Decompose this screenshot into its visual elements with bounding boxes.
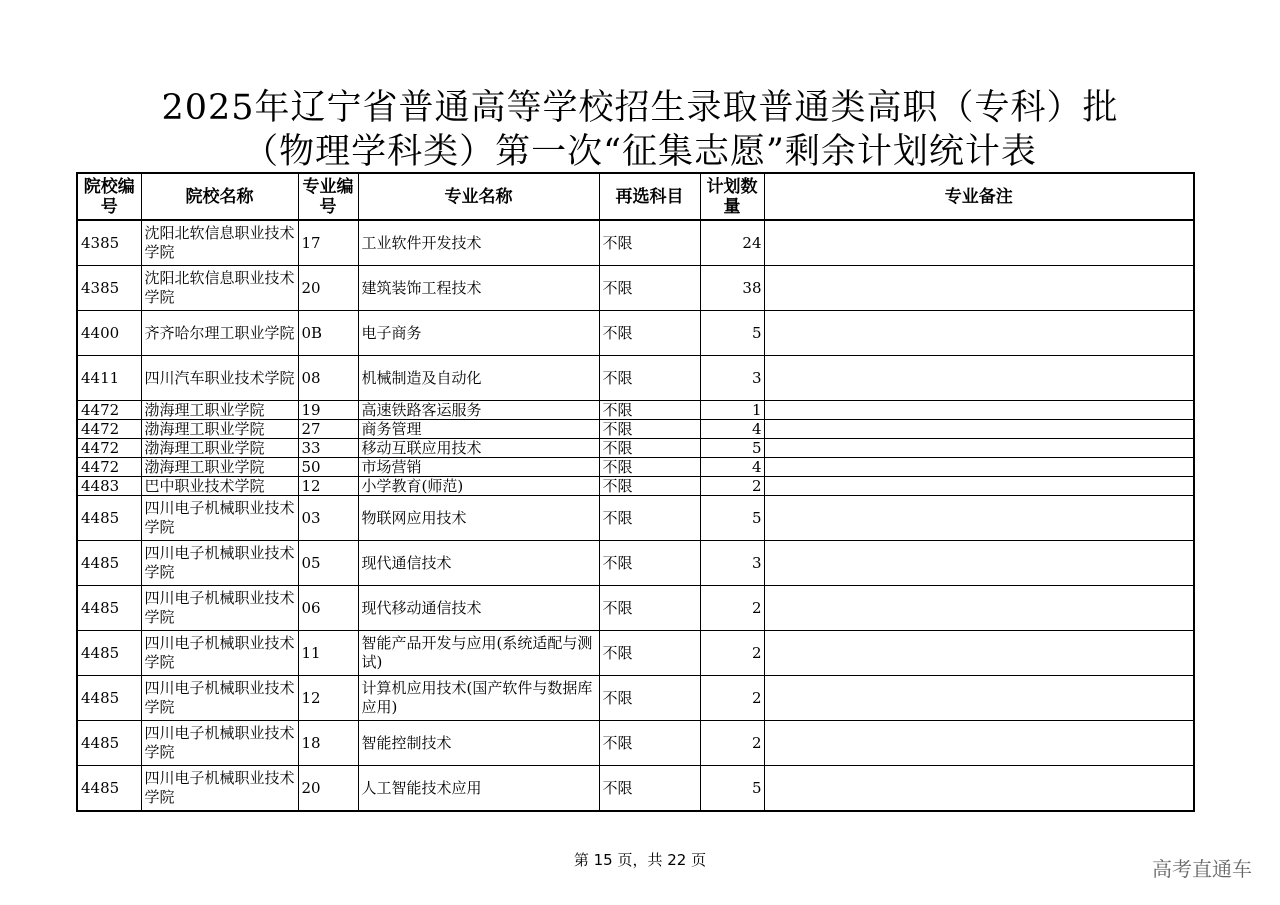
page-footer: 第 15 页，共 22 页 xyxy=(573,851,707,869)
cell-major-code: 08 xyxy=(298,356,358,401)
cell-major-code: 27 xyxy=(298,420,358,439)
table-row xyxy=(77,220,1194,266)
cell-plan: 2 xyxy=(700,631,764,676)
cell-remark xyxy=(764,496,1194,541)
header-remark: 专业备注 xyxy=(764,173,1194,220)
cell-school-name: 四川电子机械职业技术学院 xyxy=(141,541,298,586)
header-major-code: 专业编号 xyxy=(298,173,358,220)
table-body xyxy=(77,220,1194,811)
cell-major-name: 现代移动通信技术 xyxy=(358,586,599,631)
cell-subject: 不限 xyxy=(599,220,700,266)
cell-school-code: 4485 xyxy=(77,586,141,631)
cell-remark xyxy=(764,676,1194,721)
cell-major-name: 商务管理 xyxy=(358,420,599,439)
cell-school-name: 四川电子机械职业技术学院 xyxy=(141,496,298,541)
cell-plan: 4 xyxy=(700,420,764,439)
table-row xyxy=(77,676,1194,721)
cell-major-code: 17 xyxy=(298,220,358,266)
cell-plan: 38 xyxy=(700,266,764,311)
cell-school-name: 渤海理工职业学院 xyxy=(141,420,298,439)
cell-school-name: 四川电子机械职业技术学院 xyxy=(141,721,298,766)
cell-school-code: 4472 xyxy=(77,458,141,477)
table-row xyxy=(77,721,1194,766)
cell-subject: 不限 xyxy=(599,586,700,631)
table-row xyxy=(77,496,1194,541)
cell-subject: 不限 xyxy=(599,631,700,676)
cell-major-code: 03 xyxy=(298,496,358,541)
cell-major-name: 物联网应用技术 xyxy=(358,496,599,541)
cell-school-code: 4472 xyxy=(77,439,141,458)
cell-major-name: 建筑装饰工程技术 xyxy=(358,266,599,311)
cell-subject: 不限 xyxy=(599,439,700,458)
table-row xyxy=(77,439,1194,458)
header-subject: 再选科目 xyxy=(599,173,700,220)
cell-school-name: 四川电子机械职业技术学院 xyxy=(141,586,298,631)
cell-remark xyxy=(764,631,1194,676)
cell-remark xyxy=(764,401,1194,420)
table-row xyxy=(77,541,1194,586)
cell-school-code: 4483 xyxy=(77,477,141,496)
table-row xyxy=(77,401,1194,420)
cell-major-code: 12 xyxy=(298,676,358,721)
cell-subject: 不限 xyxy=(599,266,700,311)
cell-remark xyxy=(764,439,1194,458)
cell-school-code: 4472 xyxy=(77,420,141,439)
cell-remark xyxy=(764,311,1194,356)
cell-subject: 不限 xyxy=(599,458,700,477)
cell-major-name: 小学教育(师范) xyxy=(358,477,599,496)
cell-plan: 5 xyxy=(700,766,764,812)
cell-major-code: 0B xyxy=(298,311,358,356)
cell-major-code: 20 xyxy=(298,766,358,812)
cell-major-code: 50 xyxy=(298,458,358,477)
cell-major-name: 电子商务 xyxy=(358,311,599,356)
cell-school-code: 4485 xyxy=(77,721,141,766)
cell-school-code: 4385 xyxy=(77,266,141,311)
cell-school-name: 渤海理工职业学院 xyxy=(141,439,298,458)
cell-major-name: 移动互联应用技术 xyxy=(358,439,599,458)
cell-remark xyxy=(764,220,1194,266)
cell-school-name: 齐齐哈尔理工职业学院 xyxy=(141,311,298,356)
cell-remark xyxy=(764,477,1194,496)
cell-subject: 不限 xyxy=(599,311,700,356)
cell-plan: 5 xyxy=(700,439,764,458)
header-major-name: 专业名称 xyxy=(358,173,599,220)
cell-plan: 5 xyxy=(700,496,764,541)
cell-school-code: 4485 xyxy=(77,631,141,676)
cell-school-code: 4485 xyxy=(77,676,141,721)
cell-subject: 不限 xyxy=(599,766,700,812)
cell-major-code: 05 xyxy=(298,541,358,586)
cell-school-code: 4485 xyxy=(77,541,141,586)
cell-remark xyxy=(764,420,1194,439)
cell-major-name: 智能控制技术 xyxy=(358,721,599,766)
cell-school-code: 4411 xyxy=(77,356,141,401)
table-row xyxy=(77,477,1194,496)
cell-subject: 不限 xyxy=(599,420,700,439)
cell-remark xyxy=(764,766,1194,812)
cell-school-code: 4400 xyxy=(77,311,141,356)
cell-plan: 3 xyxy=(700,541,764,586)
cell-remark xyxy=(764,586,1194,631)
plan-table xyxy=(76,172,1195,812)
cell-major-name: 高速铁路客运服务 xyxy=(358,401,599,420)
cell-school-code: 4485 xyxy=(77,766,141,812)
page-title-line1: 2025年辽宁省普通高等学校招生录取普通类高职（专科）批 xyxy=(161,88,1119,128)
cell-remark xyxy=(764,458,1194,477)
page-title-line2: （物理学科类）第一次“征集志愿”剩余计划统计表 xyxy=(243,132,1037,172)
cell-school-code: 4472 xyxy=(77,401,141,420)
cell-subject: 不限 xyxy=(599,676,700,721)
cell-major-name: 计算机应用技术(国产软件与数据库应用) xyxy=(358,676,599,721)
cell-school-name: 四川电子机械职业技术学院 xyxy=(141,631,298,676)
cell-school-code: 4385 xyxy=(77,220,141,266)
cell-remark xyxy=(764,356,1194,401)
cell-school-code: 4485 xyxy=(77,496,141,541)
header-school-code: 院校编号 xyxy=(77,173,141,220)
cell-major-name: 工业软件开发技术 xyxy=(358,220,599,266)
table-row xyxy=(77,458,1194,477)
cell-major-code: 19 xyxy=(298,401,358,420)
cell-plan: 2 xyxy=(700,586,764,631)
table-row xyxy=(77,356,1194,401)
table-row xyxy=(77,631,1194,676)
cell-subject: 不限 xyxy=(599,721,700,766)
cell-school-name: 渤海理工职业学院 xyxy=(141,401,298,420)
cell-major-name: 人工智能技术应用 xyxy=(358,766,599,812)
cell-major-name: 机械制造及自动化 xyxy=(358,356,599,401)
cell-plan: 2 xyxy=(700,721,764,766)
table-header-row xyxy=(77,173,1194,220)
cell-subject: 不限 xyxy=(599,477,700,496)
cell-remark xyxy=(764,541,1194,586)
cell-school-name: 巴中职业技术学院 xyxy=(141,477,298,496)
cell-plan: 24 xyxy=(700,220,764,266)
cell-major-code: 33 xyxy=(298,439,358,458)
table-row xyxy=(77,311,1194,356)
cell-plan: 1 xyxy=(700,401,764,420)
cell-subject: 不限 xyxy=(599,401,700,420)
cell-major-name: 市场营销 xyxy=(358,458,599,477)
cell-major-code: 12 xyxy=(298,477,358,496)
cell-school-name: 四川电子机械职业技术学院 xyxy=(141,676,298,721)
cell-plan: 2 xyxy=(700,477,764,496)
cell-major-name: 现代通信技术 xyxy=(358,541,599,586)
cell-plan: 4 xyxy=(700,458,764,477)
cell-subject: 不限 xyxy=(599,541,700,586)
table-row xyxy=(77,266,1194,311)
header-school-name: 院校名称 xyxy=(141,173,298,220)
cell-plan: 2 xyxy=(700,676,764,721)
header-plan: 计划数量 xyxy=(700,173,764,220)
table-row xyxy=(77,420,1194,439)
cell-school-name: 四川电子机械职业技术学院 xyxy=(141,766,298,812)
cell-remark xyxy=(764,266,1194,311)
table-row xyxy=(77,586,1194,631)
cell-major-code: 06 xyxy=(298,586,358,631)
cell-school-name: 四川汽车职业技术学院 xyxy=(141,356,298,401)
cell-school-name: 沈阳北软信息职业技术学院 xyxy=(141,266,298,311)
table-row xyxy=(77,766,1194,812)
cell-remark xyxy=(764,721,1194,766)
cell-subject: 不限 xyxy=(599,496,700,541)
cell-major-name: 智能产品开发与应用(系统适配与测试) xyxy=(358,631,599,676)
cell-major-code: 11 xyxy=(298,631,358,676)
cell-school-name: 沈阳北软信息职业技术学院 xyxy=(141,220,298,266)
cell-subject: 不限 xyxy=(599,356,700,401)
cell-plan: 5 xyxy=(700,311,764,356)
cell-school-name: 渤海理工职业学院 xyxy=(141,458,298,477)
watermark: 高考直通车 xyxy=(1152,857,1252,881)
cell-major-code: 20 xyxy=(298,266,358,311)
cell-major-code: 18 xyxy=(298,721,358,766)
cell-plan: 3 xyxy=(700,356,764,401)
